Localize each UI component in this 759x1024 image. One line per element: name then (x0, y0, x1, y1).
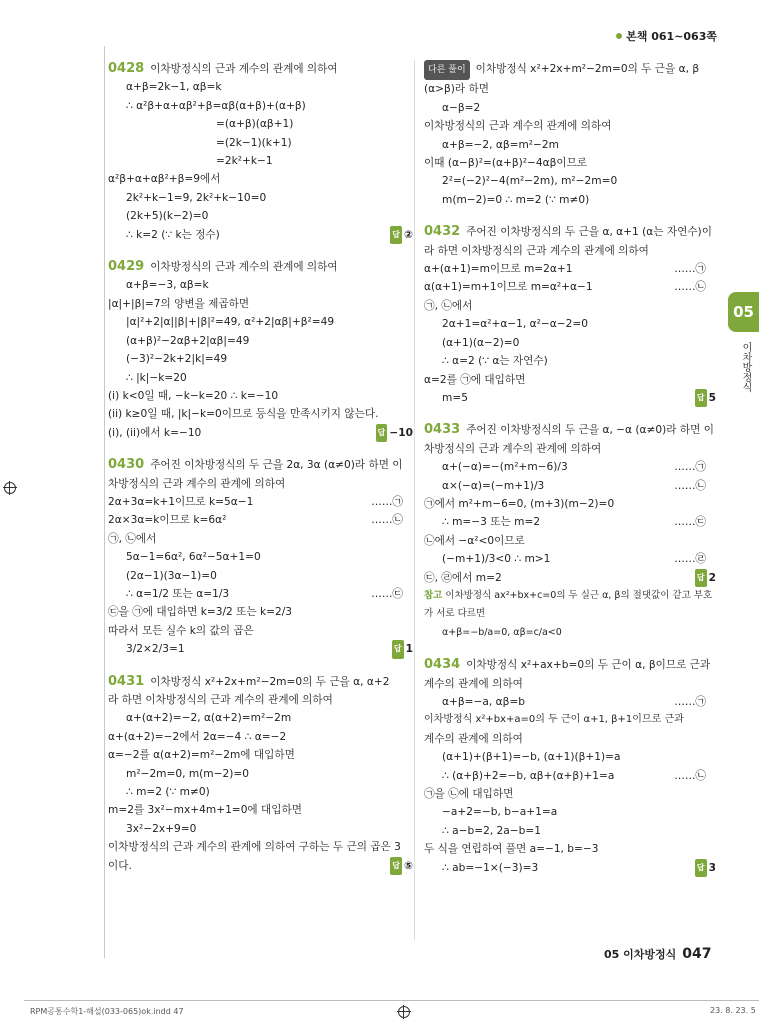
problem-0428: 0428 이차방정식의 근과 계수의 관계에 의하여 α+β=2k−1, αβ=k ∴ α²β+α+αβ²+β=αβ(α+β)+(α+β) =(α+β)(αβ+1) =(2k−1)(k+1) =2k²+k−1 α²β+α+αβ²+β=9에서 2k²+k−1=9, 2k²+k−10=0 (2k+5)(k−2)=0 ∴ k=2 (∵ k는 정수) 답 ② (108, 60, 413, 244)
problem-number: 0433 (424, 422, 461, 438)
registration-mark-icon (4, 482, 16, 494)
answer-badge: 답 ⑤ (390, 857, 413, 875)
page-footer: 05 이차방정식 047 (604, 946, 712, 962)
alt-solution-tag: 다른 풀이 (424, 60, 470, 80)
problem-0432: 0432 주어진 이차방정식의 두 근을 α, α+1 (α는 자연수)이 라 하면 이차방정식의 근과 계수의 관계에 의하여 α+(α+1)=m이므로 m=2α+1 ……㉠ α(α+1)=m+1이므로 m=α²+α−1 ……㉡ ㉠, ㉡에서 2α+1=α²+α−1, α²−α−2=0 (α+1)(α−2)=0 ∴ α=2 (∵ α는 자연수) α=2를 ㉠에 대입하면 m=5 답 5 (424, 223, 716, 407)
problem-number: 0432 (424, 224, 461, 240)
left-column (108, 60, 413, 889)
problem-number: 0434 (424, 657, 461, 673)
problem-0431: 0431 이차방정식 x²+2x+m²−2m=0의 두 근을 α, α+2 라 하면 이차방정식의 근과 계수의 관계에 의하여 α+(α+2)=−2, α(α+2)=m²−2m α+(α+2)=−2에서 2α=−4 ∴ α=−2 α=−2를 α(α+2)=m²−2m에 대입하면 m²−2m=0, m(m−2)=0 ∴ m=2 (∵ m≠0) m=2를 3x²−mx+4m+1=0에 대입하면 3x²−2x+9=0 이차방정식의 근과 계수의 관계에 의하여 구하는 두 근의 곱은 3 이다. 답 ⑤ (108, 673, 413, 875)
right-column (424, 60, 716, 891)
alternate-solution: 다른 풀이 이차방정식 x²+2x+m²−2m=0의 두 근을 α, β (α>β)라 하면 α−β=2 이차방정식의 근과 계수의 관계에 의하여 α+β=−2, αβ=m²−2m 이때 (α−β)²=(α+β)²−4αβ이므로 2²=(−2)²−4(m²−2m), m²−2m=0 m(m−2)=0 ∴ m=2 (∵ m≠0) (424, 60, 716, 209)
answer-badge: 답 1 (392, 640, 413, 658)
problem-0434: 0434 이차방정식 x²+ax+b=0의 두 근이 α, β이므로 근과 계수의 관계에 의하여 α+β=−a, αβ=b ……㉠ 이차방정식 x²+bx+a=0의 두 근이 α+1, β+1이므로 근과 계수의 관계에 의하여 (α+1)+(β+1)=−b, (α+1)(β+1)=a ∴ (α+β)+2=−b, αβ+(α+β)+1=a ……㉡ ㉠을 ㉡에 대입하면 −a+2=−b, b−a+1=a ∴ a−b=2, 2a−b=1 두 식을 연립하여 풀면 a=−1, b=−3 ∴ ab=−1×(−3)=3 답 3 (424, 656, 716, 877)
column-divider (414, 60, 415, 940)
chapter-tab-label: 이차방정식 (740, 342, 751, 392)
date-info: 23. 8. 23. 5 (710, 1006, 756, 1015)
problem-number: 0431 (108, 673, 145, 689)
note: 참고 이차방정식 ax²+bx+c=0의 두 실근 α, β의 절댓값이 같고 부호 (424, 589, 713, 601)
page-number: 047 (682, 946, 712, 962)
problem-number: 0428 (108, 61, 145, 76)
answer-badge: 답 2 (695, 569, 716, 587)
bottom-rule (24, 1000, 759, 1001)
problem-0429: 0429 이차방정식의 근과 계수의 관계에 의하여 α+β=−3, αβ=k |α|+|β|=7의 양변을 제곱하면 |α|²+2|α||β|+|β|²=49, α²+2|αβ|+β²=49 (α+β)²−2αβ+2|αβ|=49 (−3)²−2k+2|k|=49 ∴ |k|−k=20 (i) k<0일 때, −k−k=20 ∴ k=−10 (ii) k≥0일 때, |k|−k=0이므로 등식을 만족시키지 않는다. (i), (ii)에서 k=−10 답 −10 (108, 258, 413, 442)
problem-number: 0429 (108, 259, 145, 275)
answer-badge: 답 −10 (376, 424, 413, 442)
answer-badge: 답 ② (390, 226, 413, 244)
answer-badge: 답 5 (695, 389, 716, 407)
problem-0430: 0430 주어진 이차방정식의 두 근을 2α, 3α (α≠0)라 하면 이 차방정식의 근과 계수의 관계에 의하여 2α+3α=k+1이므로 k=5α−1 ……㉠ 2α×3α=k이므로 k=6α² ……㉡ ㉠, ㉡에서 5α−1=6α², 6α²−5α+1=0 (2α−1)(3α−1)=0 ∴ α=1/2 또는 α=1/3 ……㉢ ㉢을 ㉠에 대입하면 k=3/2 또는 k=2/3 따라서 모든 실수 k의 값의 곱은 3/2×2/3=1 답 1 (108, 456, 413, 658)
problem-number: 0430 (108, 457, 145, 473)
chapter-tab: 05 (728, 292, 759, 332)
answer-badge: 답 3 (695, 859, 716, 877)
left-margin-rule (104, 46, 105, 958)
problem-0433: 0433 주어진 이차방정식의 두 근을 α, −α (α≠0)라 하면 이 차방정식의 근과 계수의 관계에 의하여 α+(−α)=−(m²+m−6)/3 ……㉠ α×(−α)=(−m+1)/3 ……㉡ ㉠에서 m²+m−6=0, (m+3)(m−2)=0 ∴ m=−3 또는 m=2 ……㉢ ㉡에서 −α²<0이므로 (−m+1)/3<0 ∴ m>1 ……㉣ ㉢, ㉣에서 m=2 답 2 참고 이차방정식 ax²+bx+c=0의 두 실근 α, β의 절댓값이 같고 부호 가 서로 다르면 α+β=−b/a=0, αβ=c/a<0 (424, 422, 716, 638)
file-info: RPM공통수학1-해설(033-065)ok.indd 47 (30, 1007, 184, 1016)
bullet-icon (616, 33, 622, 39)
registration-mark-icon (398, 1006, 410, 1018)
page-ref: 본책 061~063쪽 (616, 28, 717, 44)
